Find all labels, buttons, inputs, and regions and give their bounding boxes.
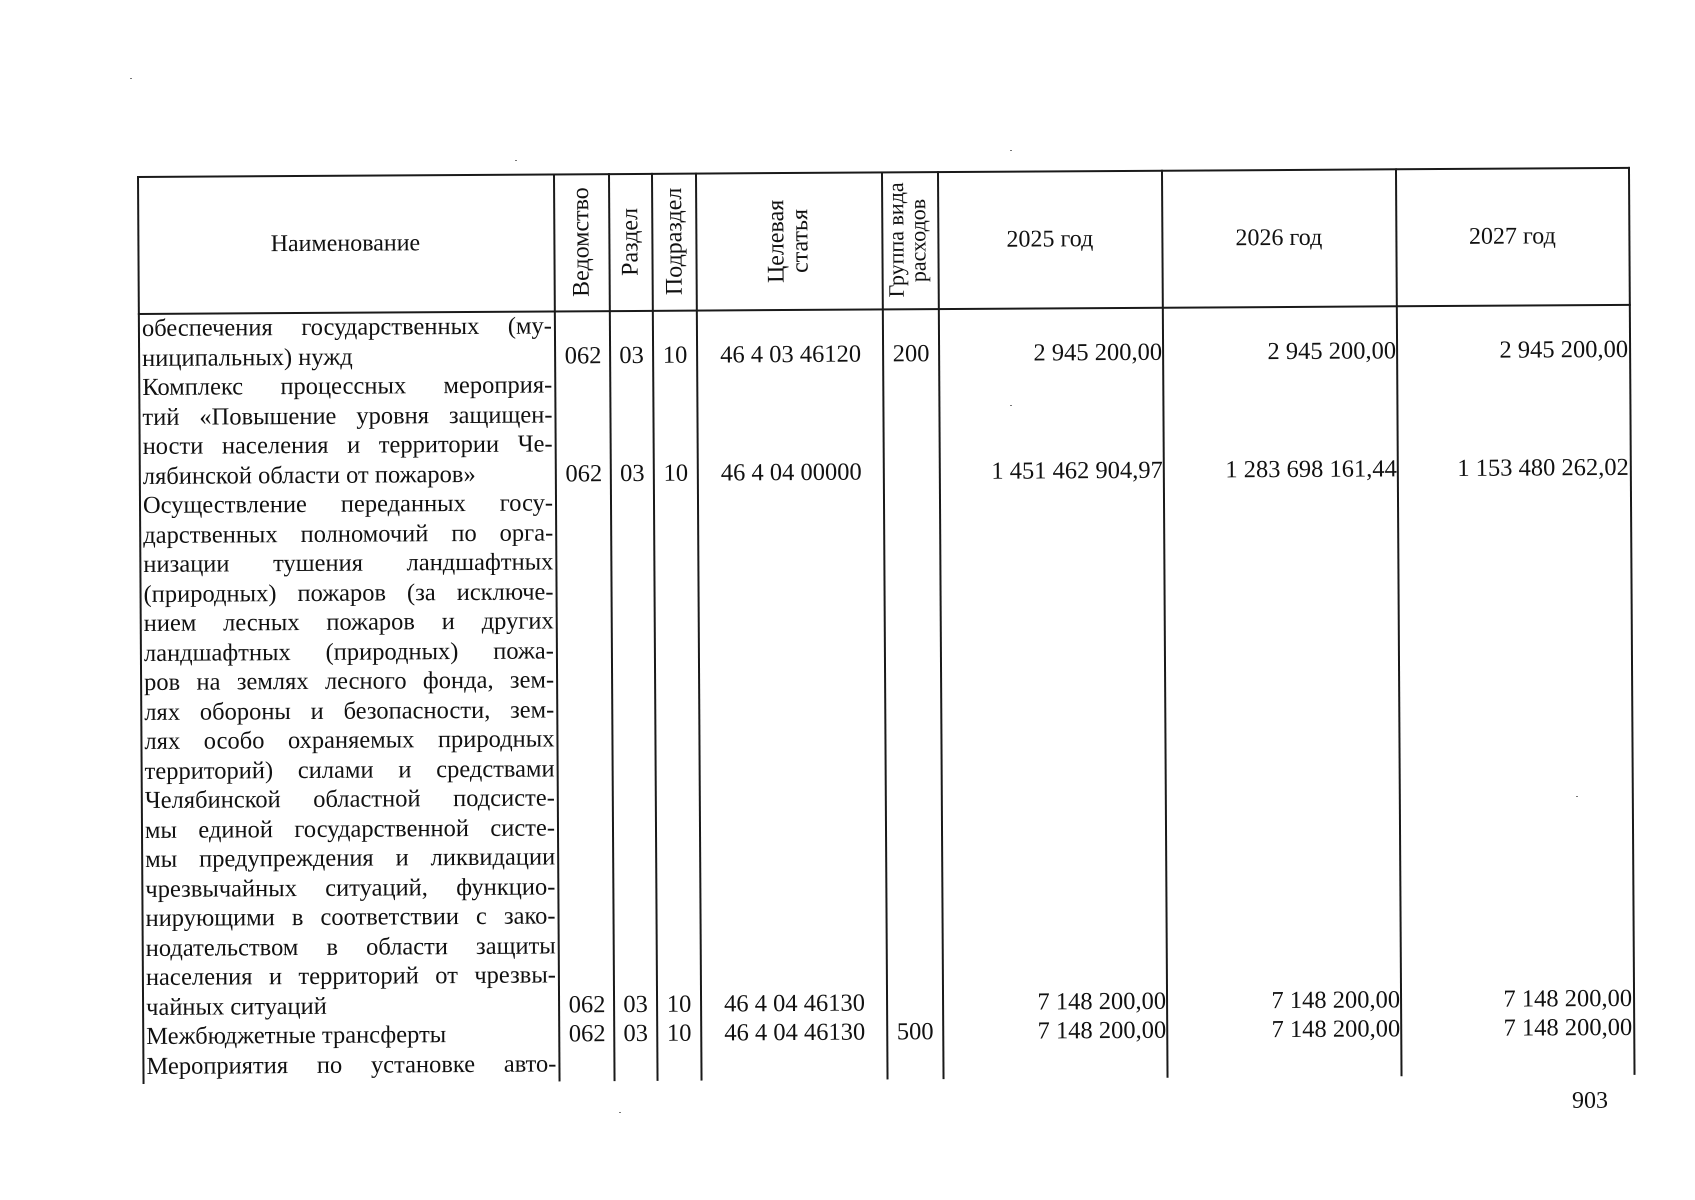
cell-2026: 7 148 200,00: [1271, 1015, 1401, 1044]
cell-gruppa: 500: [896, 1018, 934, 1046]
name-line: лях особо охраняемых природных: [144, 725, 555, 755]
page-number: 903: [1572, 1088, 1608, 1114]
name-line: мы единой государственной систе-: [144, 813, 556, 844]
scan-speck: [515, 160, 517, 161]
cell-podrazdel: 10: [663, 459, 689, 487]
cell-vedomstvo: 062: [565, 460, 603, 488]
name-line: низации тушения ландшафтных: [143, 548, 554, 578]
name-line: нирующими в соответствии с зако-: [145, 902, 556, 932]
name-line: обеспечения государственных (му-: [141, 312, 553, 342]
name-line: лябинской области от пожаров»: [142, 460, 476, 490]
name-line: (природных) пожаров (за исключе-: [143, 577, 554, 608]
cell-vedomstvo: 062: [568, 991, 606, 1019]
cell-2025: 7 148 200,00: [1037, 987, 1167, 1016]
table-row-name: [142, 370, 553, 491]
table-row-name: [146, 1049, 556, 1081]
cell-vedomstvo: 062: [568, 1020, 606, 1048]
cell-celevaya: 46 4 04 46130: [724, 1018, 866, 1047]
cell-razdel: 03: [623, 1019, 649, 1048]
cell-gruppa: 200: [892, 340, 930, 368]
header-razdel: Раздел: [617, 207, 644, 277]
budget-table: [137, 167, 1636, 1084]
cell-podrazdel: 10: [666, 990, 692, 1018]
name-line: ности населения и территории Че-: [142, 430, 553, 460]
table-row-name: [142, 311, 552, 373]
cell-podrazdel: 10: [662, 341, 688, 369]
header-gruppa: Группа вида расходов: [882, 182, 931, 298]
header-name: Наименование: [270, 229, 421, 257]
name-line: Осуществление переданных госу-: [142, 489, 554, 519]
name-line: нодательством в области защиты: [145, 931, 556, 962]
cell-2026: 7 148 200,00: [1271, 986, 1401, 1015]
name-line: Челябинской областной подсисте-: [144, 784, 555, 814]
cell-2025: 2 945 200,00: [1033, 338, 1163, 367]
header-celevaya: Целевая статья: [762, 199, 814, 283]
header-2027: 2027 год: [1468, 222, 1556, 250]
cell-2027: 2 945 200,00: [1499, 335, 1629, 364]
cell-razdel: 03: [619, 459, 645, 488]
scan-speck: [1010, 150, 1012, 151]
header-podrazdel: Подраздел: [660, 187, 688, 296]
name-line: лях обороны и безопасности, зем-: [144, 695, 555, 726]
cell-podrazdel: 10: [666, 1019, 692, 1047]
header-2025: 2025 год: [1006, 225, 1094, 253]
cell-2027: 1 153 480 262,02: [1457, 453, 1629, 482]
name-line: тий «Повышение уровня защищен-: [142, 400, 553, 431]
scan-speck: [1576, 796, 1578, 797]
scan-speck: [130, 78, 132, 79]
name-line: Межбюджетные трансферты: [146, 1021, 447, 1050]
cell-celevaya: 46 4 04 46130: [724, 989, 866, 1018]
header-vedomstvo: Ведомство: [568, 187, 595, 298]
table-row-name: [143, 488, 556, 1021]
scan-speck: [1010, 405, 1012, 406]
cell-2027: 7 148 200,00: [1503, 984, 1633, 1013]
name-line: Комплекс процессных мероприя-: [142, 371, 553, 401]
cell-2026: 1 283 698 161,44: [1225, 455, 1397, 484]
name-line: ниципальных) нужд: [142, 343, 353, 372]
cell-celevaya: 46 4 03 46120: [720, 340, 862, 369]
table-row-name: [146, 1019, 556, 1051]
name-line: мы предупреждения и ликвидации: [145, 843, 556, 873]
name-line: населения и территорий от чрезвы-: [145, 961, 556, 991]
cell-vedomstvo: 062: [564, 342, 602, 370]
name-line: чайных ситуаций: [145, 992, 327, 1021]
name-line: ров на землях лесного фонда, зем-: [144, 666, 555, 696]
header-2026: 2026 год: [1235, 224, 1323, 251]
cell-2025: 7 148 200,00: [1037, 1016, 1167, 1045]
name-line: дарственных полномочий по орга-: [143, 518, 554, 549]
cell-2026: 2 945 200,00: [1267, 337, 1397, 366]
name-line: Мероприятия по установке авто-: [146, 1050, 557, 1080]
cell-razdel: 03: [623, 990, 648, 1019]
name-line: территорий) силами и средствами: [144, 754, 555, 785]
name-line: нием лесных пожаров и других: [143, 607, 554, 637]
col-border: [1628, 167, 1635, 1075]
cell-razdel: 03: [619, 341, 644, 370]
scan-speck: [619, 1112, 621, 1113]
cell-celevaya: 46 4 04 00000: [720, 458, 862, 487]
name-line: ландшафтных (природных) пожа-: [143, 636, 554, 667]
cell-2027: 7 148 200,00: [1503, 1013, 1633, 1042]
cell-2025: 1 451 462 904,97: [991, 456, 1163, 485]
name-line: чрезвычайных ситуаций, функцио-: [145, 872, 556, 903]
